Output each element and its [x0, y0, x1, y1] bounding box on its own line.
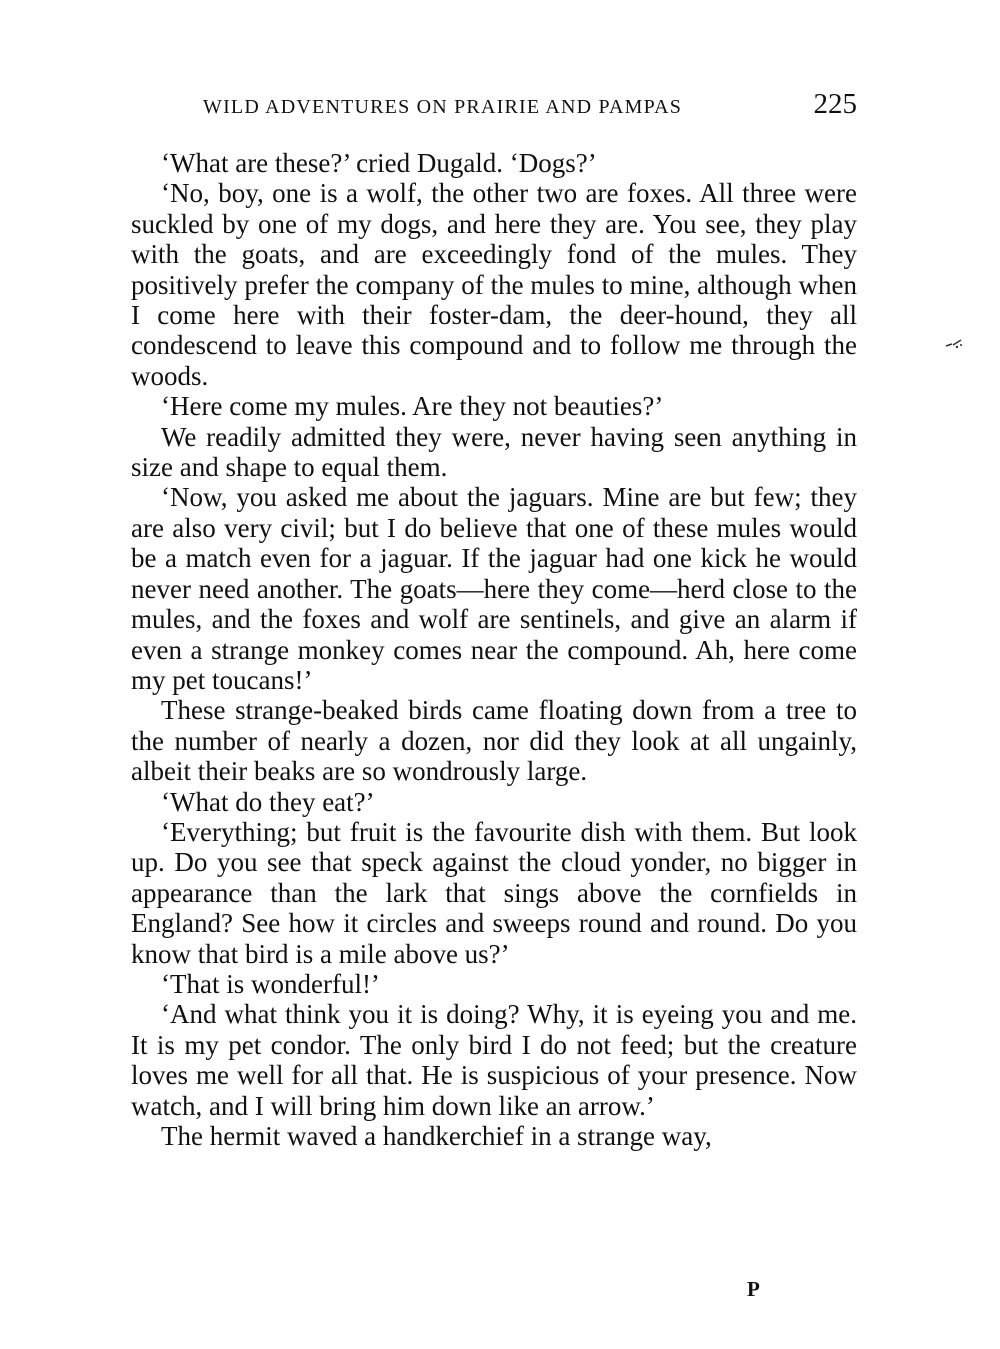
paragraph: ‘And what think you it is doing? Why, it is eyeing you and me. It is my pet condor. The only bird I do not feed; but the creature loves me well for all that. He is suspicious of your presence. Now watch, and I will bring him down like an arrow.’: [131, 999, 857, 1121]
paragraph: ‘No, boy, one is a wolf, the other two are foxes. All three were suckled by one of my dogs, and here they are. You see, they play with the goats, and are exceedingly fond of the mules. They positively prefer the company of the mules to mine, although when I come here with their foster-dam, the deer-hound, they all condescend to leave this compound and to follow me through the woods.: [131, 178, 857, 391]
paragraph: These strange-beaked birds came floating down from a tree to the number of nearly a dozen, nor did they look at all ungainly, albeit their beaks are so wondrously large.: [131, 695, 857, 787]
book-page: [131, 88, 857, 1151]
body-text: [131, 148, 857, 1151]
page-number: 225: [813, 88, 857, 120]
paragraph: ‘Here come my mules. Are they not beauties?’: [161, 391, 664, 422]
paragraph: ‘Everything; but fruit is the favourite dish with them. But look up. Do you see that speck against the cloud yonder, no bigger in appearance than the lark that sings above the cornfields in England? See how it circles and sweeps round and round. Do you know that bird is a mile above us?’: [131, 816, 857, 969]
paragraph: ‘That is wonderful!’: [161, 968, 380, 999]
paragraph: ‘Now, you asked me about the jaguars. Mine are but few; they are also very civil; but I do believe that one of these mules would be a match even for a jaguar. If the jaguar had one kick he would never need another. The goats—here they come—herd close to the mules, and the foxes and wolf are sentinels, and give an alarm if even a strange monkey comes near the compound. Ah, here come my pet toucans!’: [131, 482, 857, 695]
paragraph: ‘What do they eat?’: [161, 786, 375, 817]
running-head: WILD ADVENTURES ON PRAIRIE AND PAMPAS: [203, 96, 683, 118]
ink-speck-icon: [943, 336, 965, 350]
signature-mark: P: [747, 1277, 760, 1301]
paragraph: The hermit waved a handkerchief in a strange way,: [161, 1121, 712, 1151]
paragraph: ‘What are these?’ cried Dugald. ‘Dogs?’: [161, 148, 597, 178]
paragraph: We readily admitted they were, never having seen anything in size and shape to equal them.: [131, 421, 857, 483]
page-header: [131, 88, 857, 128]
